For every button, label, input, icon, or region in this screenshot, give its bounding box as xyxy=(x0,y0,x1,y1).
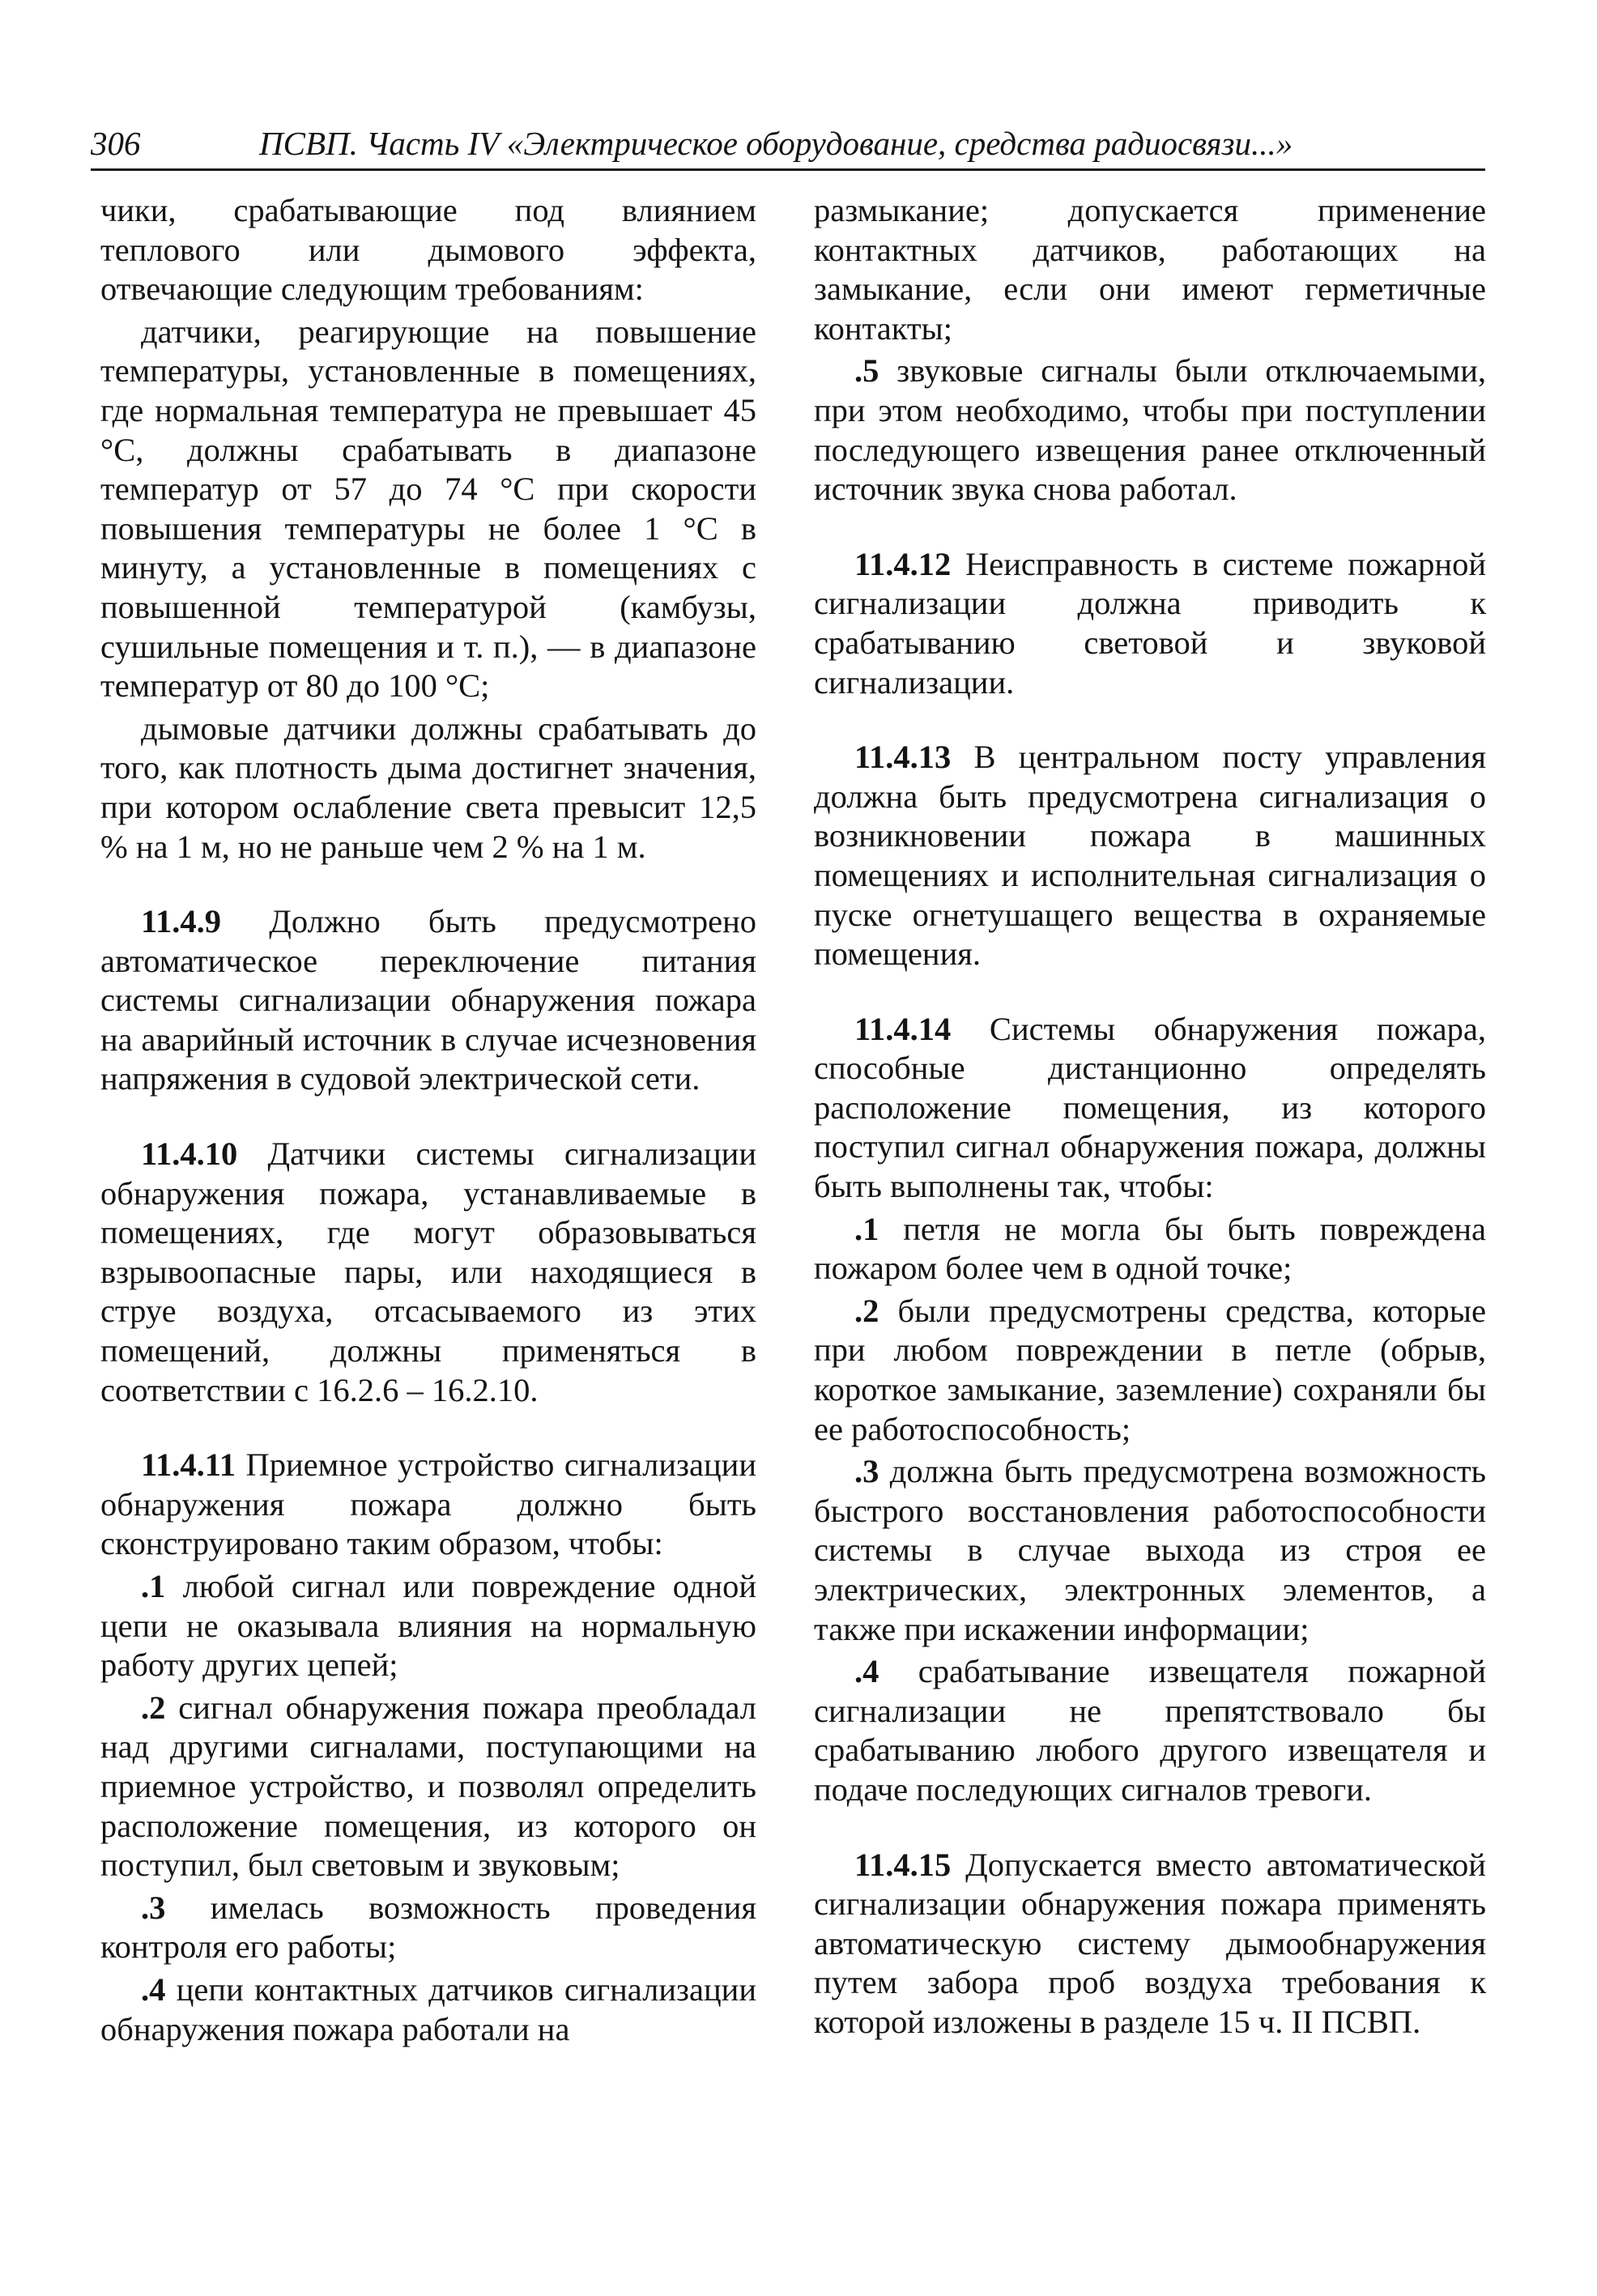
subclause-item xyxy=(100,1567,756,1685)
running-header xyxy=(91,121,1484,170)
subclause-number: .2 xyxy=(854,1292,879,1329)
paragraph-text: размыкание; допускается применение контактных датчиков, работающих на замыкание, если они имеют герметичные контакты; xyxy=(814,192,1486,347)
subclause-text: звуковые сигналы были отключаемыми, при этом необходимо, чтобы при поступлении последующего извещения ранее отключенный источник звука снова работал. xyxy=(814,352,1486,508)
subclause-item xyxy=(814,1652,1486,1809)
running-title: ПСВП. Часть IV «Электрическое оборудование, средства радиосвязи...» xyxy=(259,125,1293,162)
subclause-item xyxy=(814,1210,1486,1289)
subclause-text: петля не могла бы быть повреждена пожаром более чем в одной точке; xyxy=(814,1210,1486,1287)
paragraph-thermal-detectors xyxy=(100,313,756,706)
subclause-number: .3 xyxy=(141,1889,166,1926)
subclause-text: срабатывание извещателя пожарной сигнализации не препятствовало бы срабатыванию любого другого извещателя и подаче последующих сигналов тревоги. xyxy=(814,1653,1486,1808)
clause-text: Датчики системы сигнализации обнаружения пожара, устанавливаемые в помещениях, где могут образовываться взрывоопасные пары, или находящиеся в струе воздуха, отсасываемого из этих помещений, должны применяться в соответствии с 16.2.6 – 16.2.10. xyxy=(100,1135,756,1408)
paragraph-smoke-detectors xyxy=(100,709,756,867)
clause-number: 11.4.14 xyxy=(854,1010,952,1047)
clause-11-4-12 xyxy=(814,545,1486,702)
subclause-item xyxy=(100,1689,756,1885)
clause-text: Приемное устройство сигнализации обнаружения пожара должно быть сконструировано таким образом, чтобы: xyxy=(100,1446,756,1562)
clause-number: 11.4.11 xyxy=(141,1446,236,1484)
clause-number: 11.4.13 xyxy=(854,739,952,776)
clause-11-4-15 xyxy=(814,1846,1486,2043)
clause-text: Должно быть предусмотрено автоматическое переключение питания системы сигнализации обнаружения пожара на аварийный источник в случае исчезновения напряжения в судовой электрической сети. xyxy=(100,903,756,1097)
paragraph-text: дымовые датчики должны срабатывать до того, как плотность дыма достигнет значения, при котором ослабление света превысит 12,5 % на 1 м, но не раньше чем 2 % на 1 м. xyxy=(100,709,756,865)
paragraph-continuation xyxy=(814,191,1486,348)
paragraph-continuation xyxy=(100,191,756,309)
subclause-text: цепи контактных датчиков сигнализации обнаружения пожара работали на xyxy=(100,1970,756,2047)
paragraph-text: датчики, реагирующие на повышение температуры, установленные в помещениях, где нормальная температура не превышает 45 °С, должны срабатывать в диапазоне температур от 57 до 74 °С при скорости повышения температуры не более 1 °С в минуту, а установленные в помещениях с повышенной температурой (камбузы, сушильные помещения и т. п.), — в диапазоне температур от 80 до 100 °С; xyxy=(100,313,756,705)
right-column xyxy=(814,191,1486,2043)
subclause-number: .4 xyxy=(141,1970,166,2008)
subclause-item xyxy=(814,1292,1486,1449)
clause-number: 11.4.12 xyxy=(854,545,952,582)
subclause-item xyxy=(100,1970,756,2049)
clause-11-4-9 xyxy=(100,902,756,1099)
clause-number: 11.4.9 xyxy=(141,903,222,940)
subclause-number: .5 xyxy=(854,352,879,390)
subclause-item xyxy=(814,351,1486,509)
subclause-number: .3 xyxy=(854,1453,879,1490)
subclause-number: .1 xyxy=(141,1568,166,1604)
subclause-text: должна быть предусмотрена возможность быстрого восстановления работоспособности системы в случае выхода из строя ее электрических, электронных элементов, а также при искажении информации; xyxy=(814,1453,1486,1647)
page-number: 306 xyxy=(91,125,141,162)
clause-text: В центральном посту управления должна быть предусмотрена сигнализация о возникновении пожара в машинных помещениях и исполнительная сигнализация о пуске огнетушащего вещества в охраняемые помещения. xyxy=(814,739,1486,973)
clause-number: 11.4.15 xyxy=(854,1846,952,1883)
clause-number: 11.4.10 xyxy=(141,1135,238,1173)
subclause-text: любой сигнал или повреждение одной цепи не оказывала влияния на нормальную работу других цепей; xyxy=(100,1568,756,1684)
clause-text: Допускается вместо автоматической сигнализации обнаружения пожара применять автоматическую систему дымообнаружения путем забора проб воздуха требования к которой изложены в разделе 15 ч. II ПСВП. xyxy=(814,1846,1486,2040)
clause-text: Неисправность в системе пожарной сигнализации должна приводить к срабатыванию световой и звуковой сигнализации. xyxy=(814,545,1486,701)
clause-11-4-11 xyxy=(100,1446,756,1564)
clause-11-4-14 xyxy=(814,1010,1486,1207)
clause-11-4-10 xyxy=(100,1135,756,1410)
subclause-number: .2 xyxy=(141,1689,166,1726)
subclause-number: .1 xyxy=(854,1210,879,1247)
clause-text: Системы обнаружения пожара, способные дистанционно определять расположение помещения, из которого поступил сигнал обнаружения пожара, должны быть выполнены так, чтобы: xyxy=(814,1010,1486,1205)
subclause-text: имелась возможность проведения контроля его работы; xyxy=(100,1889,756,1966)
subclause-text: были предусмотрены средства, которые при любом повреждении в петле (обрыв, короткое замыкание, заземление) сохраняли бы ее работоспособность; xyxy=(814,1292,1486,1447)
subclause-number: .4 xyxy=(854,1653,879,1690)
subclause-text: сигнал обнаружения пожара преобладал над другими сигналами, поступающими на приемное устройство, и позволял определить расположение помещения, из которого он поступил, был световым и звуковым; xyxy=(100,1689,756,1884)
paragraph-text: чики, срабатывающие под влиянием теплового или дымового эффекта, отвечающие следующим требованиям: xyxy=(100,192,756,308)
header-rule xyxy=(91,168,1485,171)
subclause-item xyxy=(814,1452,1486,1649)
clause-11-4-13 xyxy=(814,738,1486,974)
subclause-item xyxy=(100,1889,756,1967)
left-column xyxy=(100,191,756,2049)
